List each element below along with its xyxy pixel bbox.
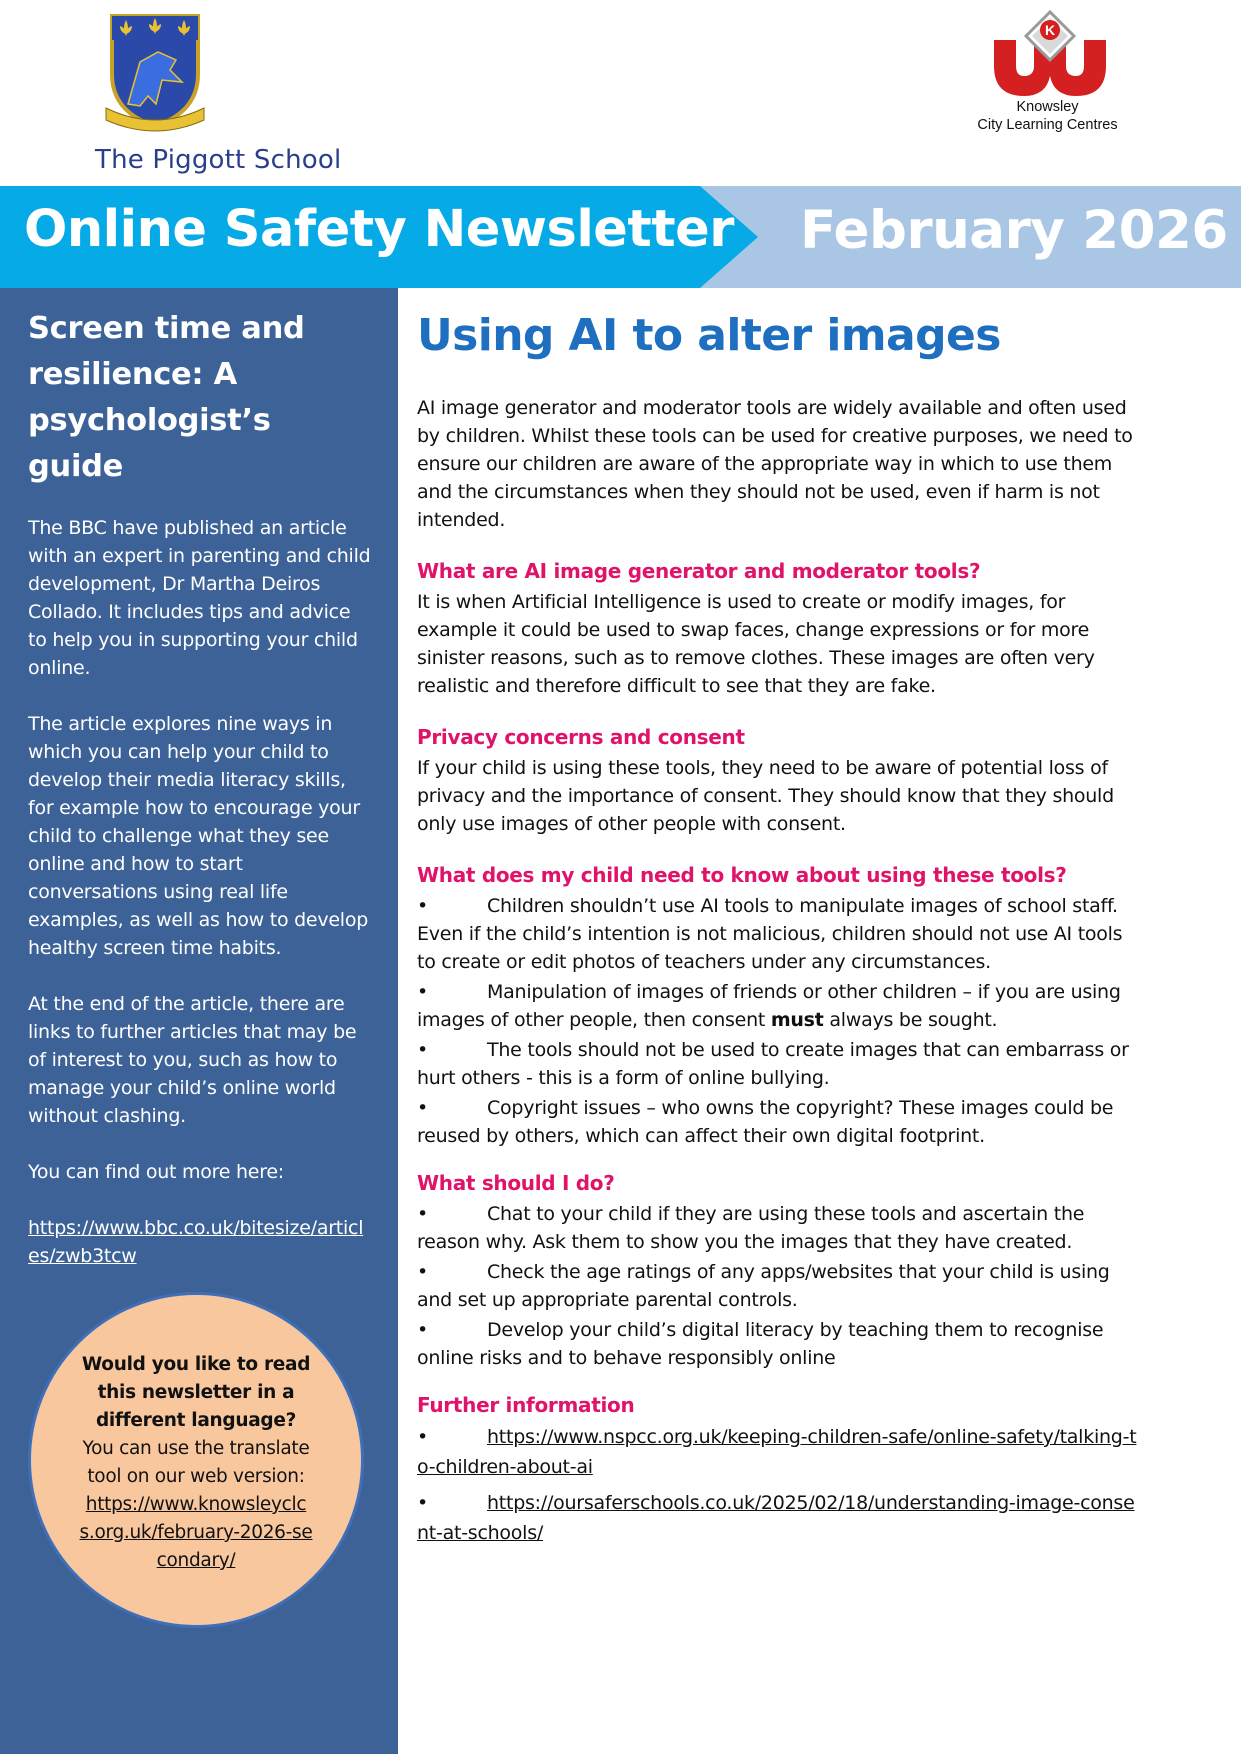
article-intro: AI image generator and moderator tools are widely available and often used by children. Whilst these tools can be used for creative purposes, we need to ensure our children are aware of the appropriate way in which to use them and the circumstances when they should not be used, even if harm is not intended. [417, 397, 1133, 531]
sidebar-heading: Screen time and resilience: A psychologist’s guide [28, 311, 305, 484]
bullet: • [417, 1097, 428, 1119]
svg-text:K: K [1044, 22, 1056, 38]
bullet: • [417, 1426, 428, 1448]
bullet: • [417, 895, 428, 917]
list-item: • Develop your child’s digital literacy by teaching them to recognise online risks and to behave responsibly online [417, 1316, 1137, 1372]
list-item [417, 1422, 1137, 1482]
translate-callout [28, 1292, 364, 1628]
emphasis: must [770, 1009, 824, 1031]
bbc-article-link[interactable]: https://www.bbc.co.uk/bitesize/articles/zwb3tcw [28, 1217, 364, 1267]
kclc-logo [960, 10, 1150, 140]
sidebar [0, 288, 398, 1754]
list-item: • Copyright issues – who owns the copyright? These images could be reused by others, which can affect their own digital footprint. [417, 1094, 1137, 1150]
kclc-name-line2: City Learning Centres [977, 117, 1118, 133]
school-crest-icon [100, 8, 210, 136]
sidebar-content [28, 306, 373, 1298]
section-text: If your child is using these tools, they need to be aware of potential loss of privacy and the importance of consent. They should know that they should only use images of other people with consent. [417, 757, 1114, 835]
section-heading: What are AI image generator and moderator tools? [417, 559, 981, 583]
article-title: Using AI to alter images [417, 310, 1001, 361]
translate-callout-text [79, 1351, 313, 1575]
kclc-logo-icon [990, 10, 1110, 102]
newsletter-title: Online Safety Newsletter [24, 200, 734, 259]
list-item: • Children shouldn’t use AI tools to manipulate images of school staff. Even if the child’s intention is not malicious, children should not use AI tools to create or edit photos of teachers under any circumstances. [417, 892, 1137, 976]
section-heading: Further information [417, 1393, 635, 1417]
school-logo [95, 8, 375, 178]
bullet: • [417, 1203, 428, 1225]
bullet: • [417, 1319, 428, 1341]
bullet: • [417, 981, 428, 1003]
sidebar-link-paragraph [28, 1214, 373, 1270]
section-heading: What does my child need to know about using these tools? [417, 863, 1067, 887]
bullet: • [417, 1039, 428, 1061]
main-article [417, 298, 1137, 1566]
section-text: It is when Artificial Intelligence is used to create or modify images, for example it could be used to swap faces, change expressions or for more sinister reasons, such as to remove clothes. These images are often very realistic and therefore difficult to see that they are fake. [417, 591, 1095, 697]
kclc-name [960, 98, 1135, 134]
child-guidance-list [417, 892, 1137, 1150]
web-version-link[interactable]: https://www.knowsleyclcs.org.uk/february-2026-secondary/ [79, 1494, 313, 1571]
bullet: • [417, 1261, 428, 1283]
list-item: • Check the age ratings of any apps/websites that your child is using and set up appropriate parental controls. [417, 1258, 1137, 1314]
newsletter-banner [0, 186, 1241, 288]
section-heading: What should I do? [417, 1171, 615, 1195]
school-name: The Piggott School [95, 145, 342, 175]
sidebar-paragraph: The BBC have published an article with an expert in parenting and child development, Dr Martha Deiros Collado. It includes tips and advice to help you in supporting your child online. [28, 517, 371, 679]
list-item [417, 1488, 1137, 1548]
oursaferschools-link[interactable]: https://oursaferschools.co.uk/2025/02/18/understanding-image-consent-at-schools/ [417, 1492, 1135, 1544]
list-item: • Chat to your child if they are using these tools and ascertain the reason why. Ask them to show you the images that they have created. [417, 1200, 1137, 1256]
list-item: • The tools should not be used to create images that can embarrass or hurt others - this is a form of online bullying. [417, 1036, 1137, 1092]
list-item: • Manipulation of images of friends or other children – if you are using images of other people, then consent must always be sought. [417, 978, 1137, 1034]
sidebar-paragraph: You can find out more here: [28, 1161, 284, 1183]
translate-question: Would you like to read this newsletter in a different language? [81, 1354, 311, 1431]
kclc-name-line1: Knowsley [1016, 99, 1079, 115]
translate-instruction: You can use the translate tool on our web version: [82, 1438, 310, 1487]
parent-actions-list [417, 1200, 1137, 1372]
section-heading: Privacy concerns and consent [417, 725, 745, 749]
newsletter-date: February 2026 [800, 200, 1228, 261]
sidebar-paragraph: The article explores nine ways in which you can help your child to develop their media literacy skills, for example how to encourage your child to challenge what they see online and how to start conversations using real life examples, as well as how to develop healthy screen time habits. [28, 713, 369, 959]
further-info-list [417, 1422, 1137, 1548]
sidebar-paragraph: At the end of the article, there are links to further articles that may be of interest to you, such as how to manage your child’s online world without clashing. [28, 993, 357, 1127]
nspcc-link[interactable]: https://www.nspcc.org.uk/keeping-children-safe/online-safety/talking-to-children-about-ai [417, 1426, 1137, 1478]
bullet: • [417, 1492, 428, 1514]
